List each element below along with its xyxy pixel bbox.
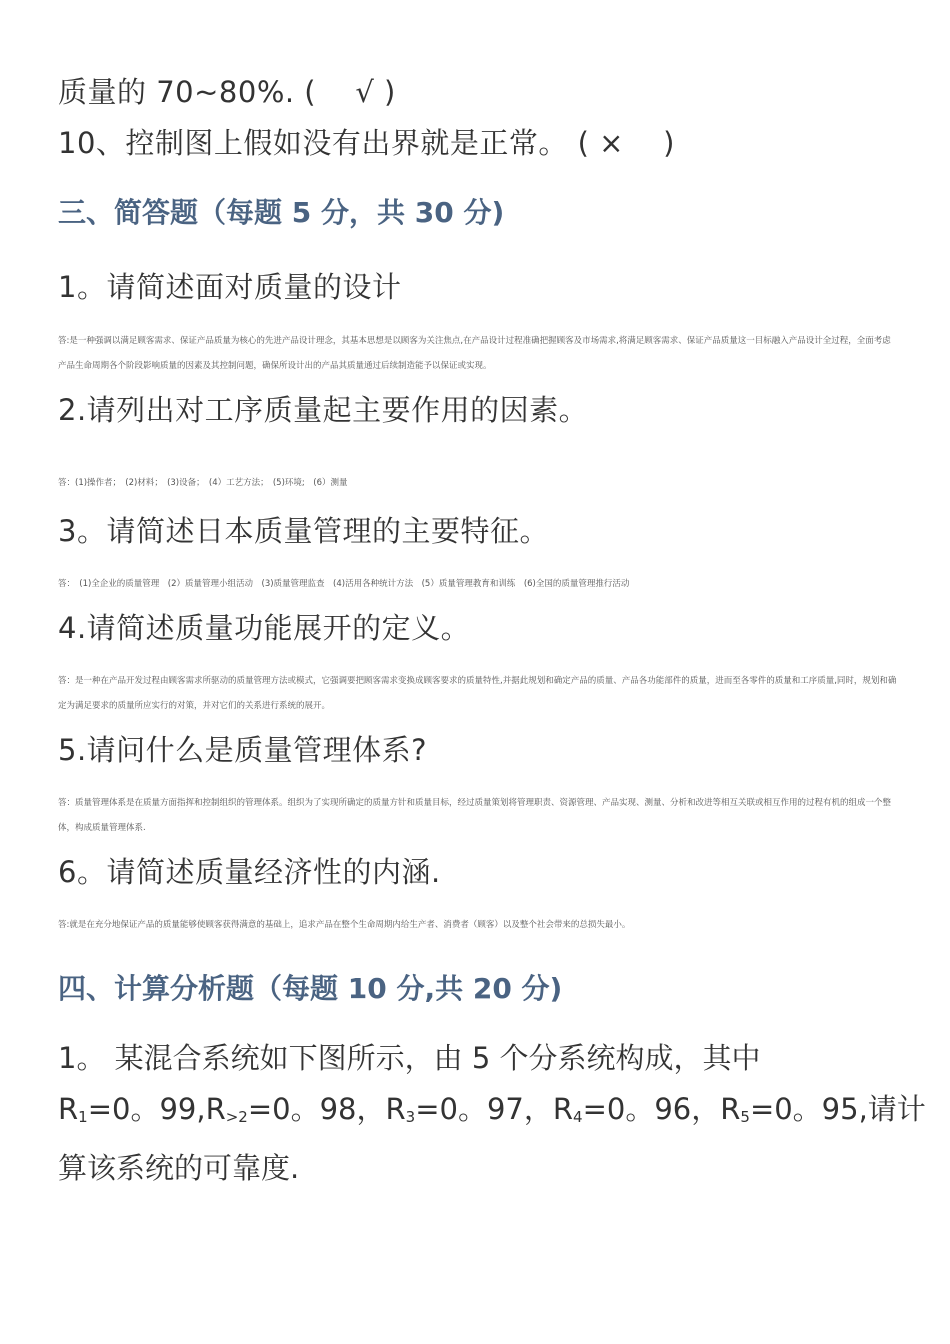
tf-answer-9-tail: 质量的 70~80%. ( √ ) bbox=[58, 75, 396, 109]
calc-question-1 bbox=[58, 1033, 926, 1194]
calc-question-1-line2: $R_1=0$。$99,R_{>2}=0$。98，$R_3=0$。97，$R_4=0$。96，$R_5=0$。95,请计 bbox=[58, 1092, 926, 1126]
question-3: 3。请简述日本质量管理的主要特征。 bbox=[58, 514, 549, 548]
answer-2: 答：(1)操作者； (2)材料； (3)设备； (4）工艺方法； (5)环境; (6）测量 bbox=[58, 478, 348, 488]
answer-5: 答：质量管理体系是在质量方面指挥和控制组织的管理体系。组织为了实现所确定的质量方针和质量目标，经过质量策划将管理职责、资源管理、产品实现、测量、分析和改进等相互关联或相互作用的过程有机的组成一个整体，构成质量管理体系. bbox=[58, 798, 892, 833]
question-1: 1。请简述面对质量的设计 bbox=[58, 270, 402, 304]
tf-question-10: 10、控制图上假如没有出界就是正常。 ( × ) bbox=[58, 126, 675, 160]
question-5: 5.请问什么是质量管理体系? bbox=[58, 733, 428, 767]
answer-4: 答：是一种在产品开发过程由顾客需求所驱动的质量管理方法或模式，它强调要把顾客需求变换成顾客要求的质量特性,并据此规划和确定产品的质量、产品各功能部件的质量，进而至各零件的质量和工序质量,同时，规划和确定为满足要求的质量所应实行的对策，并对它们的关系进行系统的展开。 bbox=[58, 676, 897, 711]
section-4-heading: 四、计算分析题（每题 10 分,共 20 分) bbox=[58, 972, 563, 1005]
calc-question-1-line1: 1。 某混合系统如下图所示，由 5 个分系统构成，其中 bbox=[58, 1041, 761, 1075]
question-4: 4.请简述质量功能展开的定义。 bbox=[58, 611, 471, 645]
answer-3: 答： (1)全企业的质量管理 (2）质量管理小组活动 (3)质量管理监查 (4)活用各种统计方法 (5）质量管理教育和训练 (6)全国的质量管理推行活动 bbox=[58, 579, 630, 589]
question-2: 2.请列出对工序质量起主要作用的因素。 bbox=[58, 393, 589, 427]
answer-1: 答:是一种强调以满足顾客需求、保证产品质量为核心的先进产品设计理念，其基本思想是以顾客为关注焦点,在产品设计过程准确把握顾客及市场需求,将满足顾客需求、保证产品质量这一目标融入产品设计全过程，全面考虑产品生命周期各个阶段影响质量的因素及其控制问题，确保所设计出的产品其质量通过后续制造能予以保证或实现。 bbox=[58, 336, 891, 371]
calc-question-1-line3: 算该系统的可靠度. bbox=[58, 1151, 300, 1185]
question-6: 6。请简述质量经济性的内涵. bbox=[58, 855, 441, 889]
answer-6: 答:就是在充分地保证产品的质量能够使顾客获得满意的基础上，追求产品在整个生命周期内给生产者、消费者（顾客）以及整个社会带来的总损失最小。 bbox=[58, 920, 631, 930]
section-3-heading: 三、简答题（每题 5 分，共 30 分) bbox=[58, 196, 505, 229]
